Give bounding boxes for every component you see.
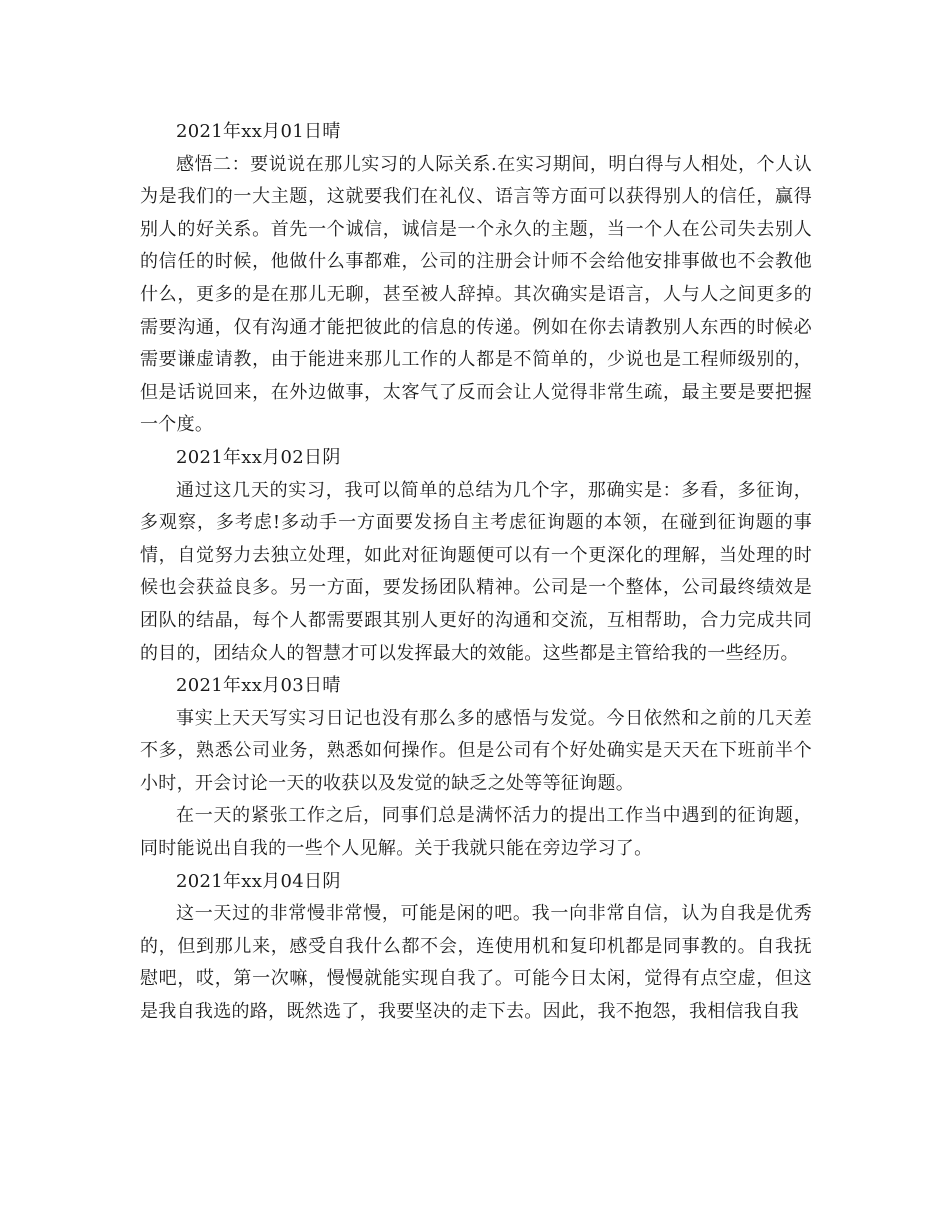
diary-paragraph: 这一天过的非常慢非常慢，可能是闲的吧。我一向非常自信，认为自我是优秀的，但到那儿来，感受自我什么都不会，连使用机和复印机都是同事教的。自我抚慰吧，哎，第一次嘛，慢慢就能实现自我了。可能今日太闲，觉得有点空虚，但这是我自我选的路，既然选了，我要坚决的走下去。因此，我不抱怨，我相信我自我 xyxy=(140,903,812,1023)
diary-date: 2021年xx月04日阴 xyxy=(176,870,341,892)
diary-paragraph: 在一天的紧张工作之后，同事们总是满怀活力的提出工作当中遇到的征询题，同时能说出自我的一些个人见解。关于我就只能在旁边学习了。 xyxy=(140,805,812,860)
diary-paragraph: 通过这几天的实习，我可以简单的总结为几个字，那确实是：多看，多征询，多观察，多考虑!多动手一方面要发扬自主考虑征询题的本领，在碰到征询题的事情，自觉努力去独立处理，如此对征询题便可以有一个更深化的理解，当处理的时候也会获益良多。另一方面，要发扬团队精神。公司是一个整体，公司最终绩效是团队的结晶，每个人都需要跟其别人更好的沟通和交流，互相帮助，合力完成共同的目的，团结众人的智慧才可以发挥最大的效能。这些都是主管给我的一些经历。 xyxy=(140,479,812,664)
diary-date: 2021年xx月01日晴 xyxy=(176,121,341,142)
diary-date: 2021年xx月03日晴 xyxy=(176,675,341,697)
diary-paragraph: 感悟二：要说说在那儿实习的人际关系.在实习期间，明白得与人相处，个人认为是我们的一大主题，这就要我们在礼仪、语言等方面可以获得别人的信任，赢得别人的好关系。首先一个诚信，诚信是一个永久的主题，当一个人在公司失去别人的信任的时候，他做什么事都难，公司的注册会计师不会给他安排事做也不会教他什么，更多的是在那儿无聊，甚至被人辞掉。其次确实是语言，人与人之间更多的需要沟通，仅有沟通才能把彼此的信息的传递。例如在你去请教别人东西的时候必需要谦虚请教，由于能进来那儿工作的人都是不简单的，少说也是工程师级别的，但是话说回来，在外边做事，太客气了反而会让人觉得非常生疏，最主要是要把握一个度。 xyxy=(140,153,812,436)
diary-paragraph: 事实上天天写实习日记也没有那么多的感悟与发觉。今日依然和之前的几天差不多，熟悉公司业务，熟悉如何操作。但是公司有个好处确实是天天在下班前半个小时，开会讨论一天的收获以及发觉的缺乏之处等等征询题。 xyxy=(140,707,812,794)
document-page xyxy=(140,116,812,1029)
diary-date: 2021年xx月02日阴 xyxy=(176,446,341,468)
